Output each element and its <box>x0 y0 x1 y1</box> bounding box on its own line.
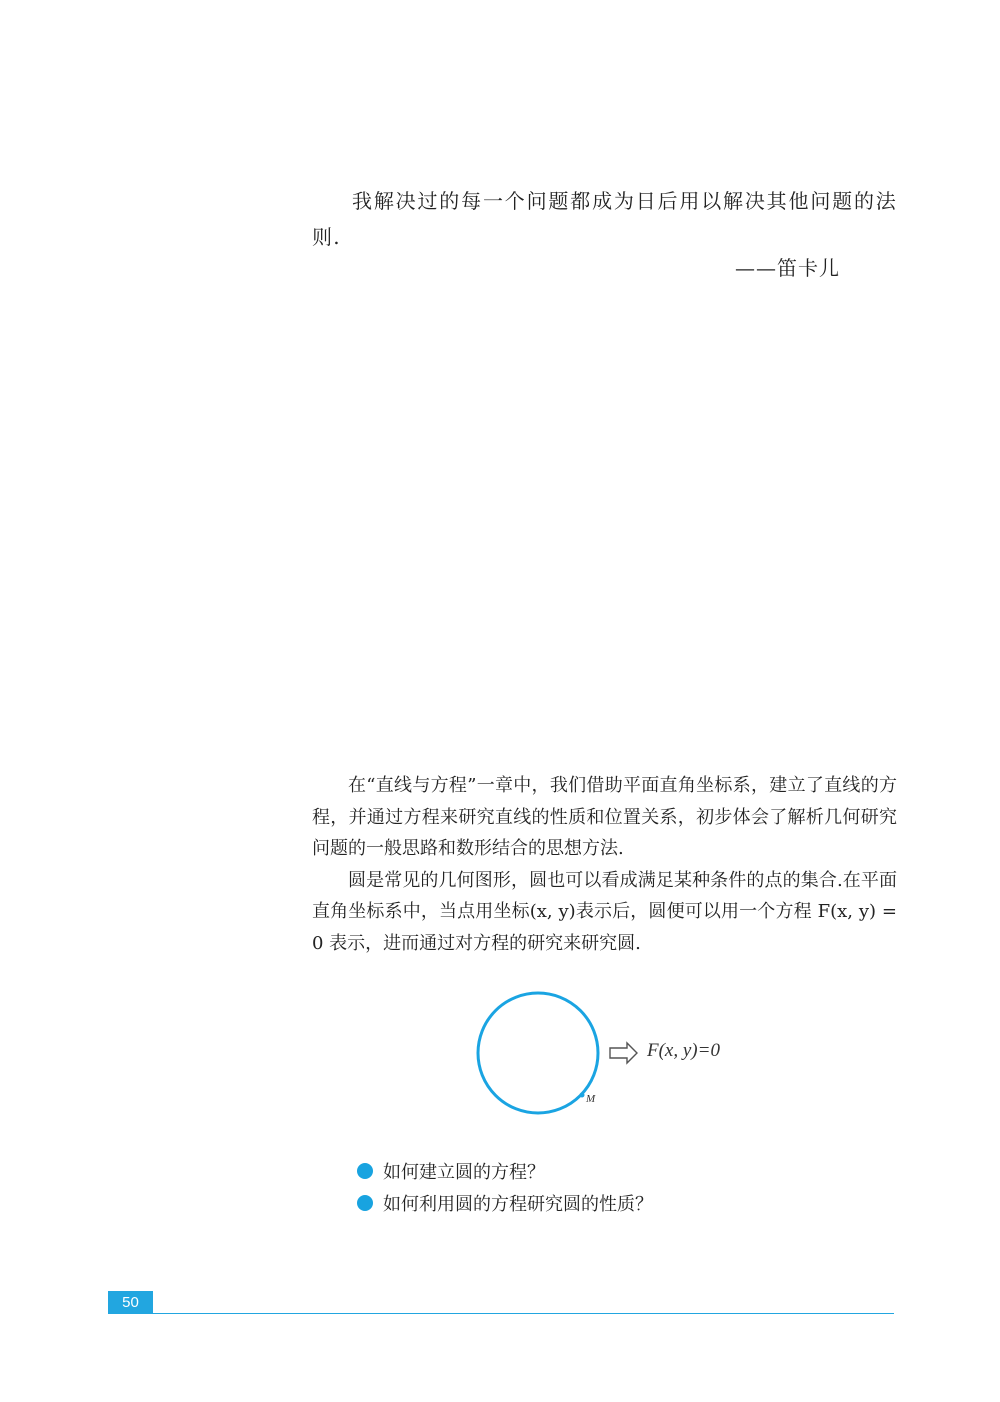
implies-arrow-icon <box>610 1043 637 1063</box>
circle-equation-figure <box>470 985 770 1125</box>
bullet-dot-icon <box>357 1195 373 1211</box>
epigraph-author: ——笛卡儿 <box>735 256 840 280</box>
epigraph-text: 我解决过的每一个问题都成为日后用以解决其他问题的法则. <box>312 189 897 249</box>
intro-paragraph: 在“直线与方程”一章中，我们借助平面直角坐标系，建立了直线的方程，并通过方程来研究直线的性质和位置关系，初步体会了解析几何研究问题的一般思路和数形结合的思想方法. <box>312 775 897 859</box>
question-text: 如何建立圆的方程？ <box>383 1162 545 1183</box>
chapter-epigraph <box>312 183 897 255</box>
question-item <box>357 1157 653 1185</box>
bullet-dot-icon <box>357 1163 373 1179</box>
question-item <box>357 1189 653 1217</box>
figure-equation: F(x, y)=0 <box>647 1040 720 1061</box>
question-text: 如何利用圆的方程研究圆的性质？ <box>383 1194 653 1215</box>
chapter-introduction <box>312 770 897 959</box>
footer-rule <box>108 1313 894 1314</box>
intro-paragraph: 圆是常见的几何图形，圆也可以看成满足某种条件的点的集合.在平面直角坐标系中，当点用坐标(x, y)表示后，圆便可以用一个方程 F(x, y) = 0 表示，进而通过对方程的研究来研究圆. <box>312 869 897 954</box>
point-m-label: M <box>586 1093 596 1105</box>
page-number: 50 <box>108 1291 153 1314</box>
circle-diagram <box>470 985 770 1125</box>
key-questions <box>357 1157 653 1217</box>
point-m-dot <box>580 1093 585 1098</box>
